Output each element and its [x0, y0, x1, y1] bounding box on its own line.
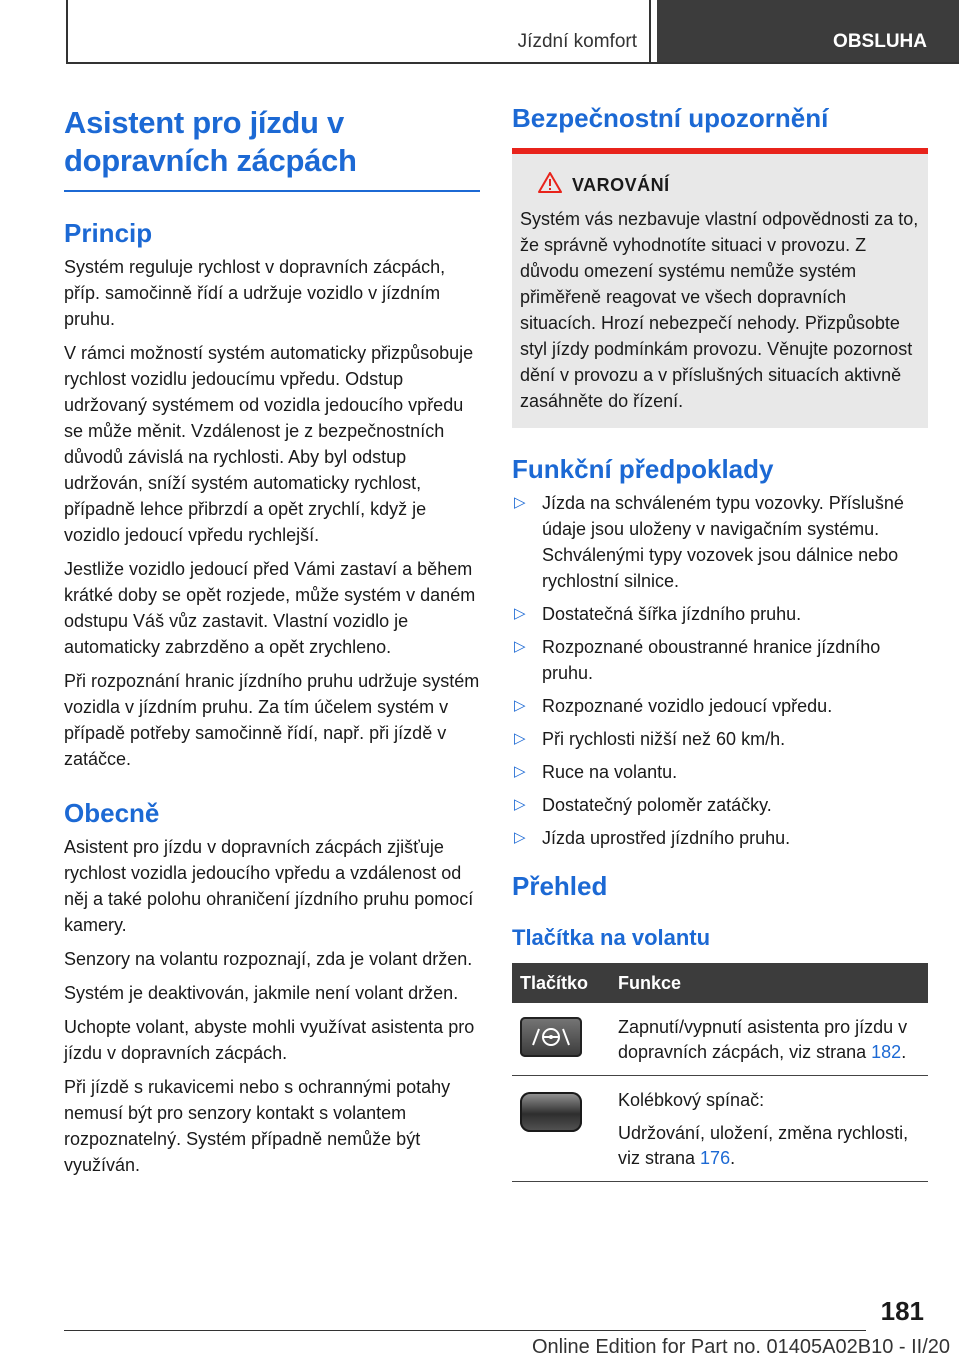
- header-chapter-tab: OBSLUHA: [657, 0, 959, 62]
- paragraph: Uchopte volant, abyste mohli využívat asistenta pro jízdu v dopravních zácpách.: [64, 1017, 475, 1063]
- warning-triangle-icon: [538, 172, 562, 198]
- triangle-bullet-icon: ▷: [514, 638, 526, 655]
- list-item-text: Při rychlosti nižší než 60 km/h.: [542, 729, 786, 749]
- column-header-function: Funkce: [610, 963, 928, 1003]
- triangle-bullet-icon: ▷: [514, 796, 526, 813]
- heading-buttons: Tlačítka na volantu: [512, 925, 711, 950]
- table-row: [512, 1003, 928, 1076]
- warning-text: Systém vás nezbavuje vlastní odpovědnosti za to, že správně vyhodnotíte situaci v provozu. Z důvodu omezení systému nemůže systém přiměřeně reagovat ve všech dopravních situacích. Hrozí nebezpečí nehody. Přizpůsobte styl jízdy podmínkám provozu. Věnujte pozornost dění v provozu a v příslušných situacích aktivně zasáhněte do řízení.: [520, 209, 919, 411]
- list-item: [512, 726, 928, 752]
- heading-prerequisites: Funkční předpoklady: [512, 454, 774, 484]
- list-item-text: Dostatečná šířka jízdního pruhu.: [542, 604, 802, 624]
- table-header-row: [512, 963, 928, 1003]
- left-column: [64, 104, 480, 1186]
- warning-box: [512, 148, 928, 428]
- function-text: Zapnutí/vypnutí asistenta pro jízdu v dopravních zácpách, viz strana: [618, 1017, 908, 1062]
- triangle-bullet-icon: ▷: [514, 730, 526, 747]
- function-cell: [610, 1003, 928, 1076]
- paragraph: Senzory na volantu rozpoznají, zda je volant držen.: [64, 949, 473, 969]
- list-item-text: Jízda uprostřed jízdního pruhu.: [542, 828, 791, 848]
- function-text: Kolébkový spínač:: [618, 1090, 765, 1110]
- triangle-bullet-icon: ▷: [514, 697, 526, 714]
- page-title: Asistent pro jízdu v dopravních zácpách: [64, 104, 480, 192]
- paragraph: Systém je deaktivován, jakmile není volant držen.: [64, 983, 459, 1003]
- page-number: 181: [880, 1296, 924, 1326]
- list-item-text: Rozpoznané oboustranné hranice jízdního pruhu.: [542, 637, 881, 683]
- page-link[interactable]: 182: [871, 1042, 902, 1062]
- list-item-text: Rozpoznané vozidlo jedoucí vpředu.: [542, 696, 833, 716]
- list-item: [512, 759, 928, 785]
- triangle-bullet-icon: ▷: [514, 605, 526, 622]
- function-text: Udržování, uložení, změna rychlosti, viz strana: [618, 1123, 909, 1168]
- list-item-text: Dostatečný poloměr zatáčky.: [542, 795, 772, 815]
- heading-safety: Bezpečnostní upozornění: [512, 103, 829, 133]
- paragraph: Při jízdě s rukavicemi nebo s ochrannými potahy nemusí být pro senzory kontakt s volantem rozpoznatelný. Systém případně nemůže být využíván.: [64, 1077, 451, 1175]
- list-item: [512, 792, 928, 818]
- page-header: [66, 0, 959, 64]
- rocker-switch-icon: [520, 1092, 582, 1132]
- warning-label: VAROVÁNÍ: [572, 174, 670, 195]
- list-item: [512, 693, 928, 719]
- list-item-text: Jízda na schváleném typu vozovky. Příslušné údaje jsou uloženy v navigačním systému. Schválenými typy vozovek jsou dálnice nebo rychlostní silnice.: [542, 493, 904, 591]
- function-text-line: [618, 1121, 920, 1171]
- page-link[interactable]: 176: [700, 1148, 731, 1168]
- punctuation: .: [901, 1042, 907, 1062]
- footer-rule: [64, 1330, 866, 1331]
- triangle-bullet-icon: ▷: [514, 829, 526, 846]
- button-cell: [512, 1003, 610, 1076]
- paragraph: Asistent pro jízdu v dopravních zácpách zjišťuje rychlost vozidla jedoucího vpředu a vzdálenost od něj a také polohu ohraničení jízdního pruhu pomocí kamery.: [64, 837, 474, 935]
- paragraph: Systém reguluje rychlost v dopravních zácpách, příp. samočinně řídí a udržuje vozidlo v jízdním pruhu.: [64, 257, 446, 329]
- list-item-text: Ruce na volantu.: [542, 762, 678, 782]
- triangle-bullet-icon: ▷: [514, 494, 526, 511]
- heading-overview: Přehled: [512, 871, 608, 901]
- table-row: [512, 1076, 928, 1182]
- column-header-button: Tlačítko: [512, 963, 610, 1003]
- list-item: [512, 634, 928, 686]
- list-item: [512, 601, 928, 627]
- buttons-table: [512, 963, 928, 1182]
- paragraph: Jestliže vozidlo jedoucí před Vámi zastaví a během krátké doby se opět rozjede, může systém v daném odstupu Váš vůz zastavit. Vlastní vozidlo je automaticky zabrzděno a opět zrychleno.: [64, 559, 476, 657]
- paragraph: Při rozpoznání hranic jízdního pruhu udržuje systém vozidla v jízdním pruhu. Za tím účelem systém v případě potřeby samočinně řídí, např. při jízdě v zatáčce.: [64, 671, 480, 769]
- triangle-bullet-icon: ▷: [514, 763, 526, 780]
- button-cell: [512, 1076, 610, 1182]
- list-item: [512, 490, 928, 594]
- heading-princip: Princip: [64, 218, 153, 248]
- steering-assist-button-icon: [520, 1017, 582, 1057]
- header-section-title: Jízdní komfort: [361, 0, 651, 62]
- function-cell: [610, 1076, 928, 1182]
- punctuation: .: [730, 1148, 736, 1168]
- prerequisites-list: [512, 490, 928, 851]
- warning-header: [520, 172, 920, 198]
- right-column: [512, 96, 928, 1182]
- heading-obecne: Obecně: [64, 798, 160, 828]
- edition-text: Online Edition for Part no. 01405A02B10 - II/20: [531, 1336, 950, 1358]
- list-item: [512, 825, 928, 851]
- paragraph: V rámci možností systém automaticky přizpůsobuje rychlost vozidlu jedoucímu vpředu. Odstup udržovaný systémem od vozidla jedoucího vpředu se může měnit. Vzdálenost je z bezpečnostních důvodů závislá na rychlosti. Aby byl odstup udržován, sníží systém automaticky rychlost, případně lehce přibrzdí a opět zrychlí, když je vozidlo jedoucí vpředu rychlejší.: [64, 343, 474, 545]
